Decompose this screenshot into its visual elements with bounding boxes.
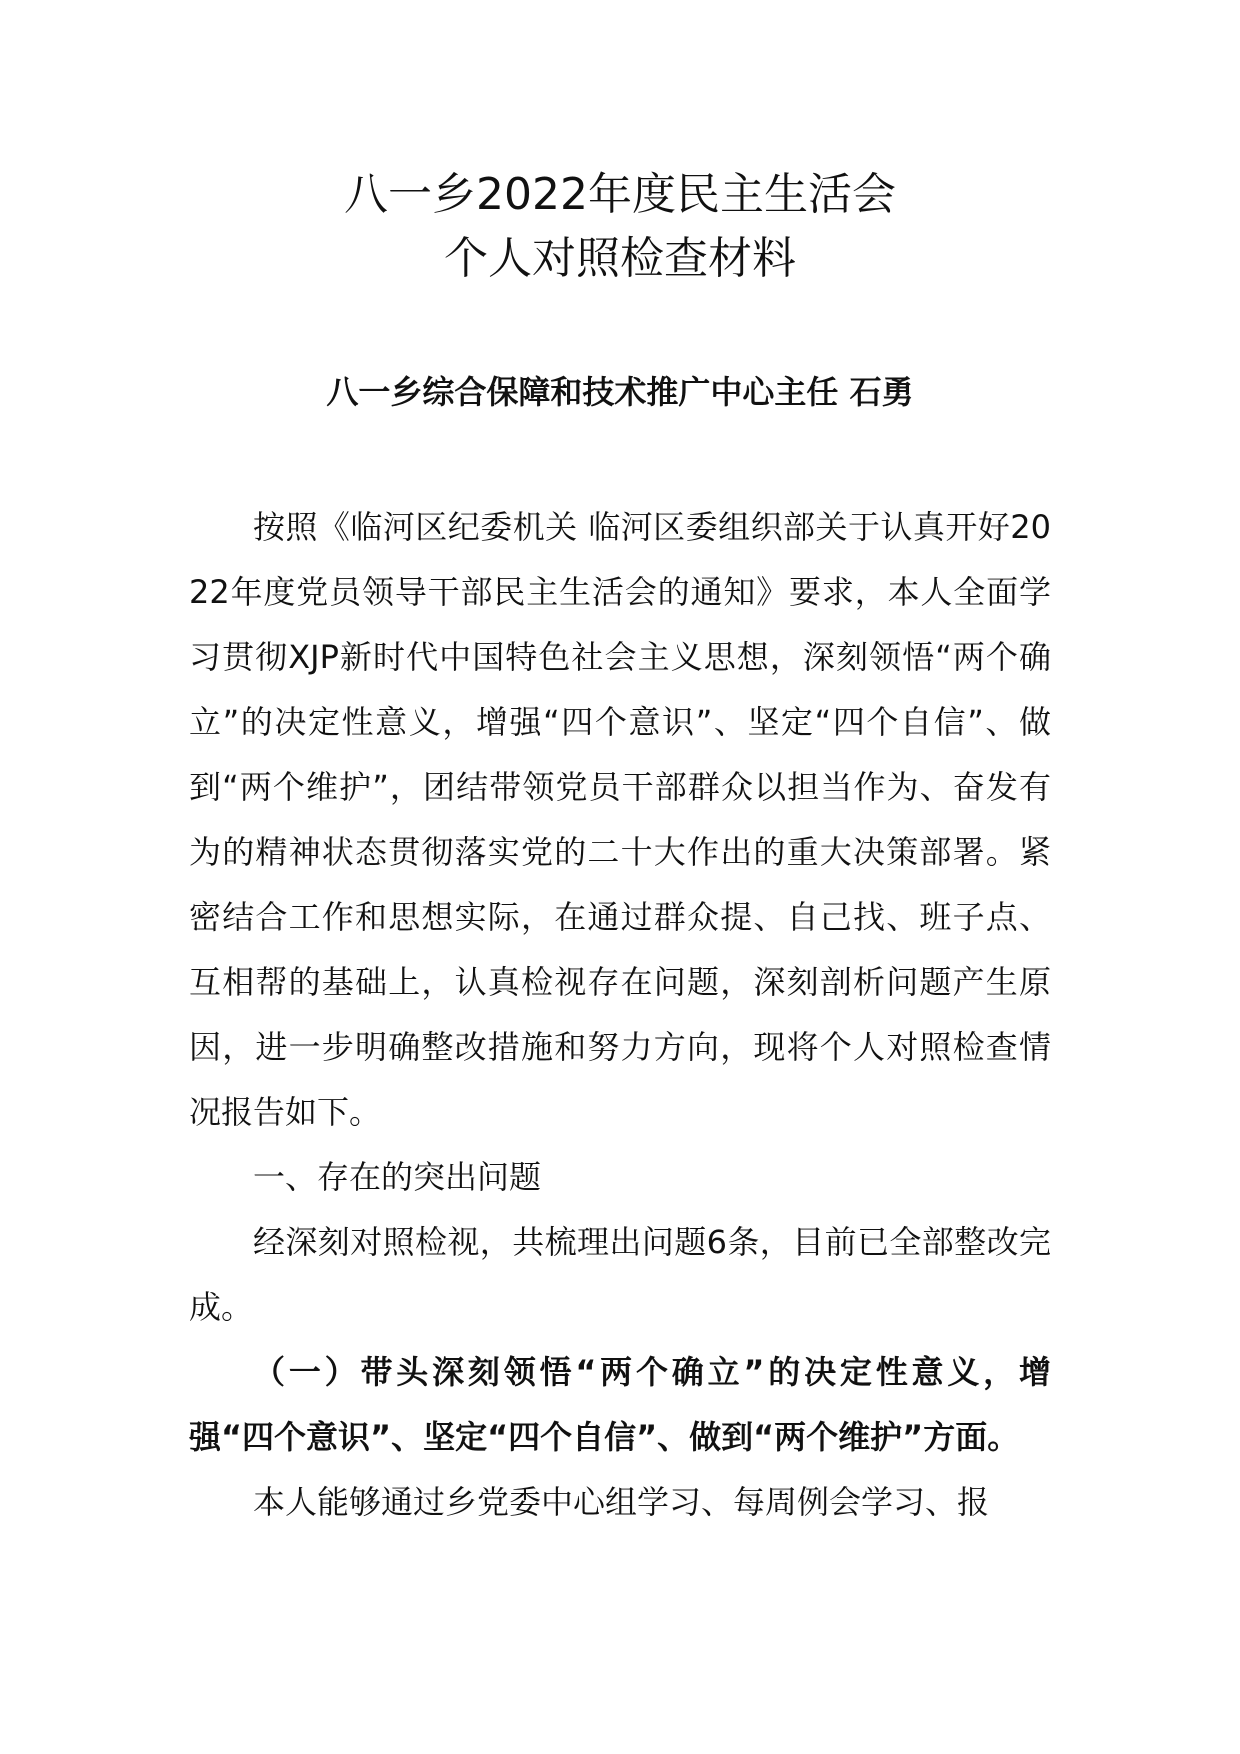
summary-paragraph: 经深刻对照检视，共梳理出问题6条，目前已全部整改完成。 [189,1223,1051,1326]
title-line-1: 八一乡2022年度民主生活会 [344,169,896,220]
document-body [189,495,1051,1535]
section-heading: 一、存在的突出问题 [253,1158,542,1196]
document-title [0,163,1240,291]
subsection-heading: （一）带头深刻领悟“两个确立”的决定性意义，增强“四个意识”、坚定“四个自信”、做到“两个维护”方面。 [189,1353,1051,1456]
intro-paragraph: 按照《临河区纪委机关 临河区委组织部关于认真开好2022年度党员领导干部民主生活会的通知》要求，本人全面学习贯彻XJP新时代中国特色社会主义思想，深刻领悟“两个确立”的决定性意义，增强“四个意识”、坚定“四个自信”、做到“两个维护”，团结带领党员干部群众以担当作为、奋发有为的精神状态贯彻落实党的二十大作出的重大决策部署。紧密结合工作和思想实际，在通过群众提、自己找、班子点、互相帮的基础上，认真检视存在问题，深刻剖析问题产生原因，进一步明确整改措施和努力方向，现将个人对照检查情况报告如下。 [189,508,1051,1131]
author-line: 八一乡综合保障和技术推广中心主任 石勇 [326,373,914,411]
body-paragraph: 本人能够通过乡党委中心组学习、每周例会学习、报 [253,1483,990,1521]
title-line-2: 个人对照检查材料 [444,233,796,284]
